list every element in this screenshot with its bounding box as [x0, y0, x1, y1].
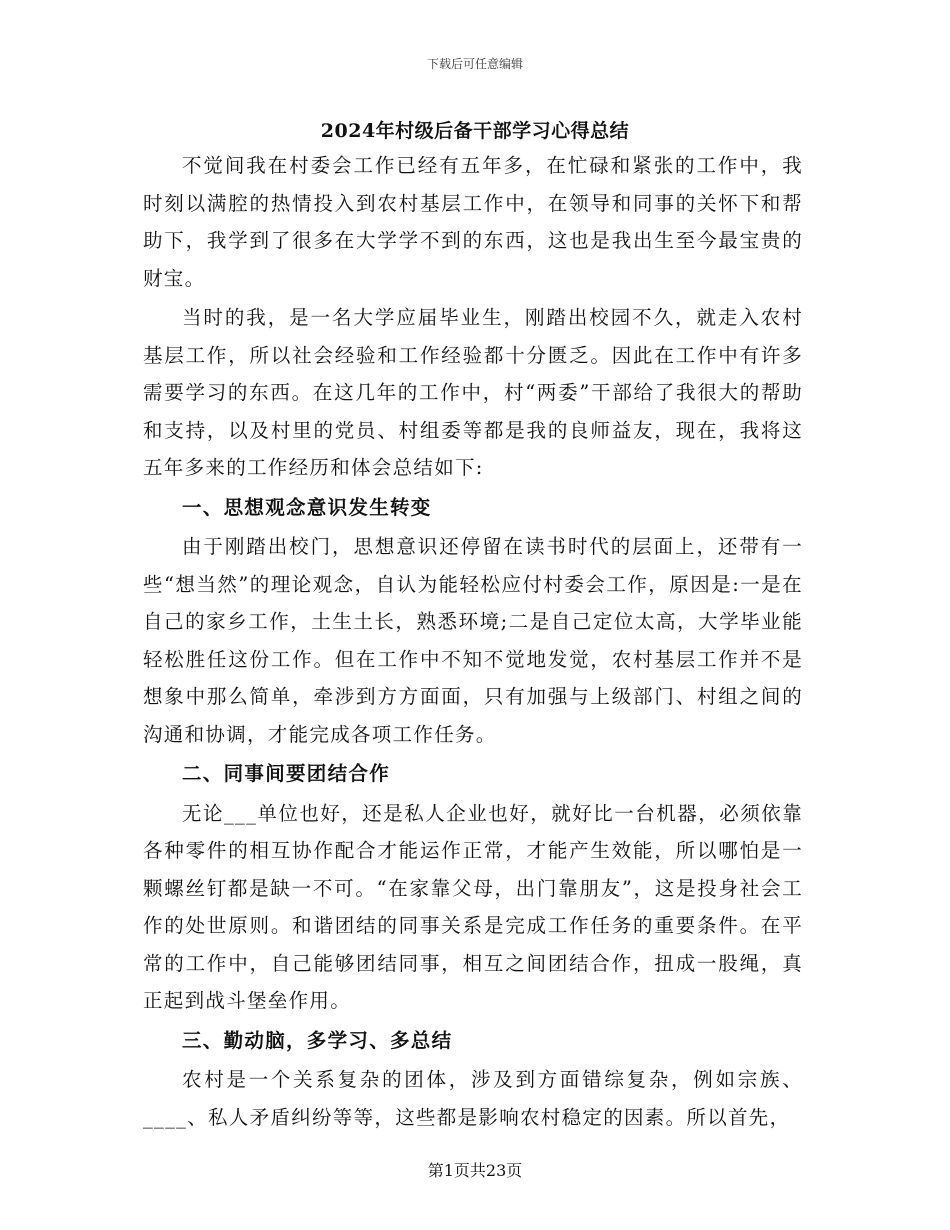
paragraph-section-2: 无论___单位也好，还是私人企业也好，就好比一台机器，必须依靠各种零件的相互协作配合才能运作正常，才能产生效能，所以哪怕是一颗螺丝钉都是缺一不可。“在家靠父母，出门靠朋友”，这是投身社会工作的处世原则。和谐团结的同事关系是完成工作任务的重要条件。在平常的工作中，自己能够团结同事，相互之间团结合作，扭成一股绳，真正起到战斗堡垒作用。 — [143, 801, 803, 1012]
page-number: 第1页共23页 — [427, 1161, 523, 1180]
page-header-note: 下载后可任意编辑 — [426, 57, 523, 71]
paragraph-section-1: 由于刚踏出校门，思想意识还停留在读书时代的层面上，还带有一些“想当然”的理论观念，自认为能轻松应付村委会工作，原因是:一是在自己的家乡工作，土生土长，熟悉环境;二是自己定位太高，大学毕业能轻松胜任这份工作。但在工作中不知不觉地发觉，农村基层工作并不是想象中那么简单，牵涉到方方面面，只有加强与上级部门、村组之间的沟通和协调，才能完成各项工作任务。 — [143, 535, 803, 746]
section-heading-2: 二、同事间要团结合作 — [182, 762, 391, 785]
document-title: 2024年村级后备干部学习心得总结 — [320, 120, 630, 142]
document-body — [143, 147, 803, 1138]
paragraph-intro: 不觉间我在村委会工作已经有五年多，在忙碌和紧张的工作中，我时刻以满腔的热情投入到农村基层工作中，在领导和同事的关怀下和帮助下，我学到了很多在大学学不到的东西，这也是我出生至今最宝贵的财宝。 — [143, 154, 803, 290]
paragraph-background: 当时的我，是一名大学应届毕业生，刚踏出校园不久，就走入农村基层工作，所以社会经验和工作经验都十分匮乏。因此在工作中有许多需要学习的东西。在这几年的工作中，村“两委”干部给了我很大的帮助和支持，以及村里的党员、村组委等都是我的良师益友，现在，我将这五年多来的工作经历和体会总结如下: — [143, 306, 803, 479]
paragraph-section-3: 农村是一个关系复杂的团体，涉及到方面错综复杂，例如宗族、____、私人矛盾纠纷等等，这些都是影响农村稳定的因素。所以首先， — [143, 1068, 803, 1129]
section-heading-1: 一、思想观念意识发生转变 — [182, 495, 432, 519]
section-heading-3: 三、勤动脑，多学习、多总结 — [182, 1028, 453, 1052]
